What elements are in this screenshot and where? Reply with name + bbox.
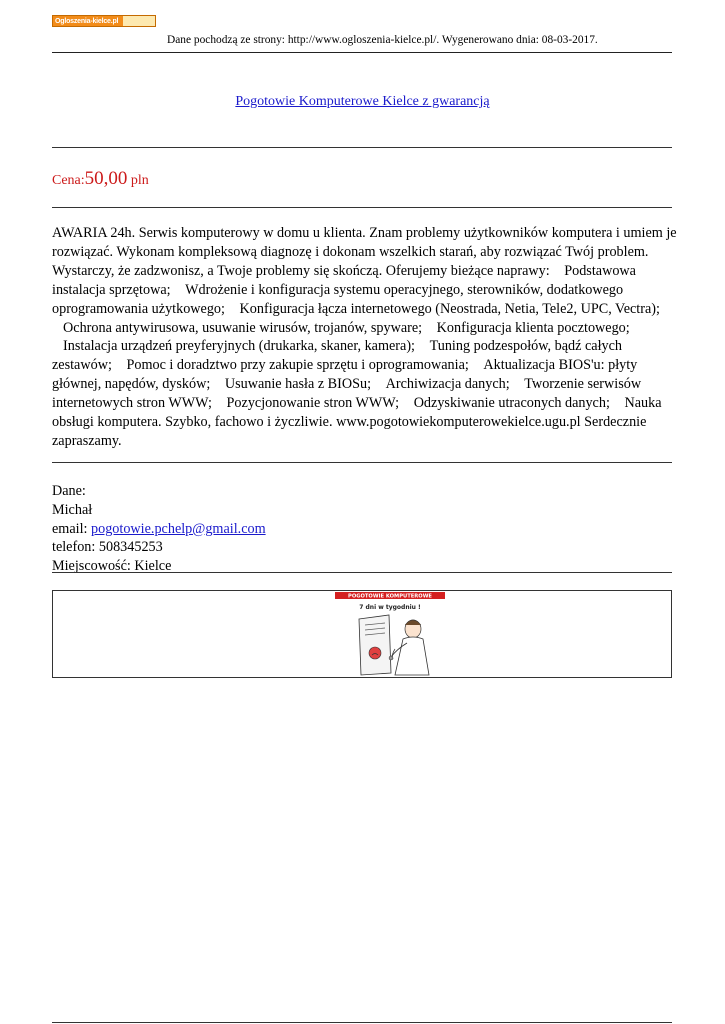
computer-tower-icon [359, 615, 391, 675]
logo-text: Ogloszenia-kielce.pl [55, 18, 119, 25]
contact-block [52, 482, 266, 576]
city-value: Kielce [134, 558, 172, 575]
phone-label: telefon: [52, 539, 99, 556]
source-note: Dane pochodzą ze strony: http://www.ogloszenia-kielce.pl/. Wygenerowano dnia: 08-03-2017. [167, 34, 598, 46]
price-currency: pln [127, 173, 149, 188]
site-logo [52, 15, 156, 27]
price [52, 168, 149, 190]
phone-value: 508345253 [98, 539, 163, 556]
header-divider [52, 52, 672, 53]
logo-stripe [123, 16, 155, 26]
divider [52, 147, 672, 148]
listing-image-frame [52, 590, 672, 678]
price-label: Cena: [52, 173, 85, 188]
contact-city-row [52, 557, 266, 576]
price-amount: 50,00 [84, 168, 128, 189]
footer-divider [52, 1022, 672, 1023]
contact-phone-row [52, 538, 266, 557]
repair-cartoon-image [315, 591, 465, 677]
contact-email-row [52, 520, 266, 539]
divider [52, 572, 672, 573]
listing-description: AWARIA 24h. Serwis komputerowy w domu u klienta. Znam problemy użytkowników komputera i umiem je rozwiązać. Wykonam kompleksową diagnozę i dokonam wszelkich starań, aby rozwiązać Twój problem. Wystarczy, że zadzwonisz, a Twoje problemy się skończą. Oferujemy bieżące naprawy: Podstawowa instalacja sprzętowa; Wdrożenie i konfiguracja systemu operacyjnego, sterowników, dodatkowego oprogramowania użytkowego; Konfiguracja łącza internetowego (Neostrada, Netia, Tele2, UPC, Vectra); Ochrona antywirusowa, usuwanie wirusów, trojanów, spyware; Konfiguracja klienta pocztowego; Instalacja urządzeń preyferyjnych (drukarka, skaner, kamera); Tuning podzespołów, bądź całych zestawów; Pomoc i doradztwo przy zakupie sprzętu i oprogramowania; Aktualizacja BIOS'u: płyty głównej, napędów, dysków; Usuwanie hasła z BIOSu; Archiwizacja danych; Tworzenie serwisów internetowych stron WWW; Pozycjonowanie stron WWW; Odzyskiwanie utraconych danych; Nauka obsługi komputera. Szybko, fachowo i życzliwie. www.pogotowiekomputerowekielce.ugu.pl Serdecznie zapraszamy. [52, 225, 677, 431]
listing-title [0, 94, 725, 110]
contact-heading: Dane: [52, 483, 86, 499]
city-label: Miejscowość: [52, 558, 135, 575]
listing-title-link[interactable]: Pogotowie Komputerowe Kielce z gwarancją [235, 94, 490, 109]
divider [52, 207, 672, 208]
caption-text: 7 dni w tygodniu ! [359, 604, 421, 611]
divider [52, 462, 672, 463]
banner-text: POGOTOWIE KOMPUTEROWE [348, 593, 432, 600]
email-link[interactable]: pogotowie.pchelp@gmail.com [91, 520, 266, 537]
technician-figure-icon [389, 620, 429, 675]
email-label: email: [52, 520, 92, 537]
contact-name: Michał [52, 501, 93, 518]
